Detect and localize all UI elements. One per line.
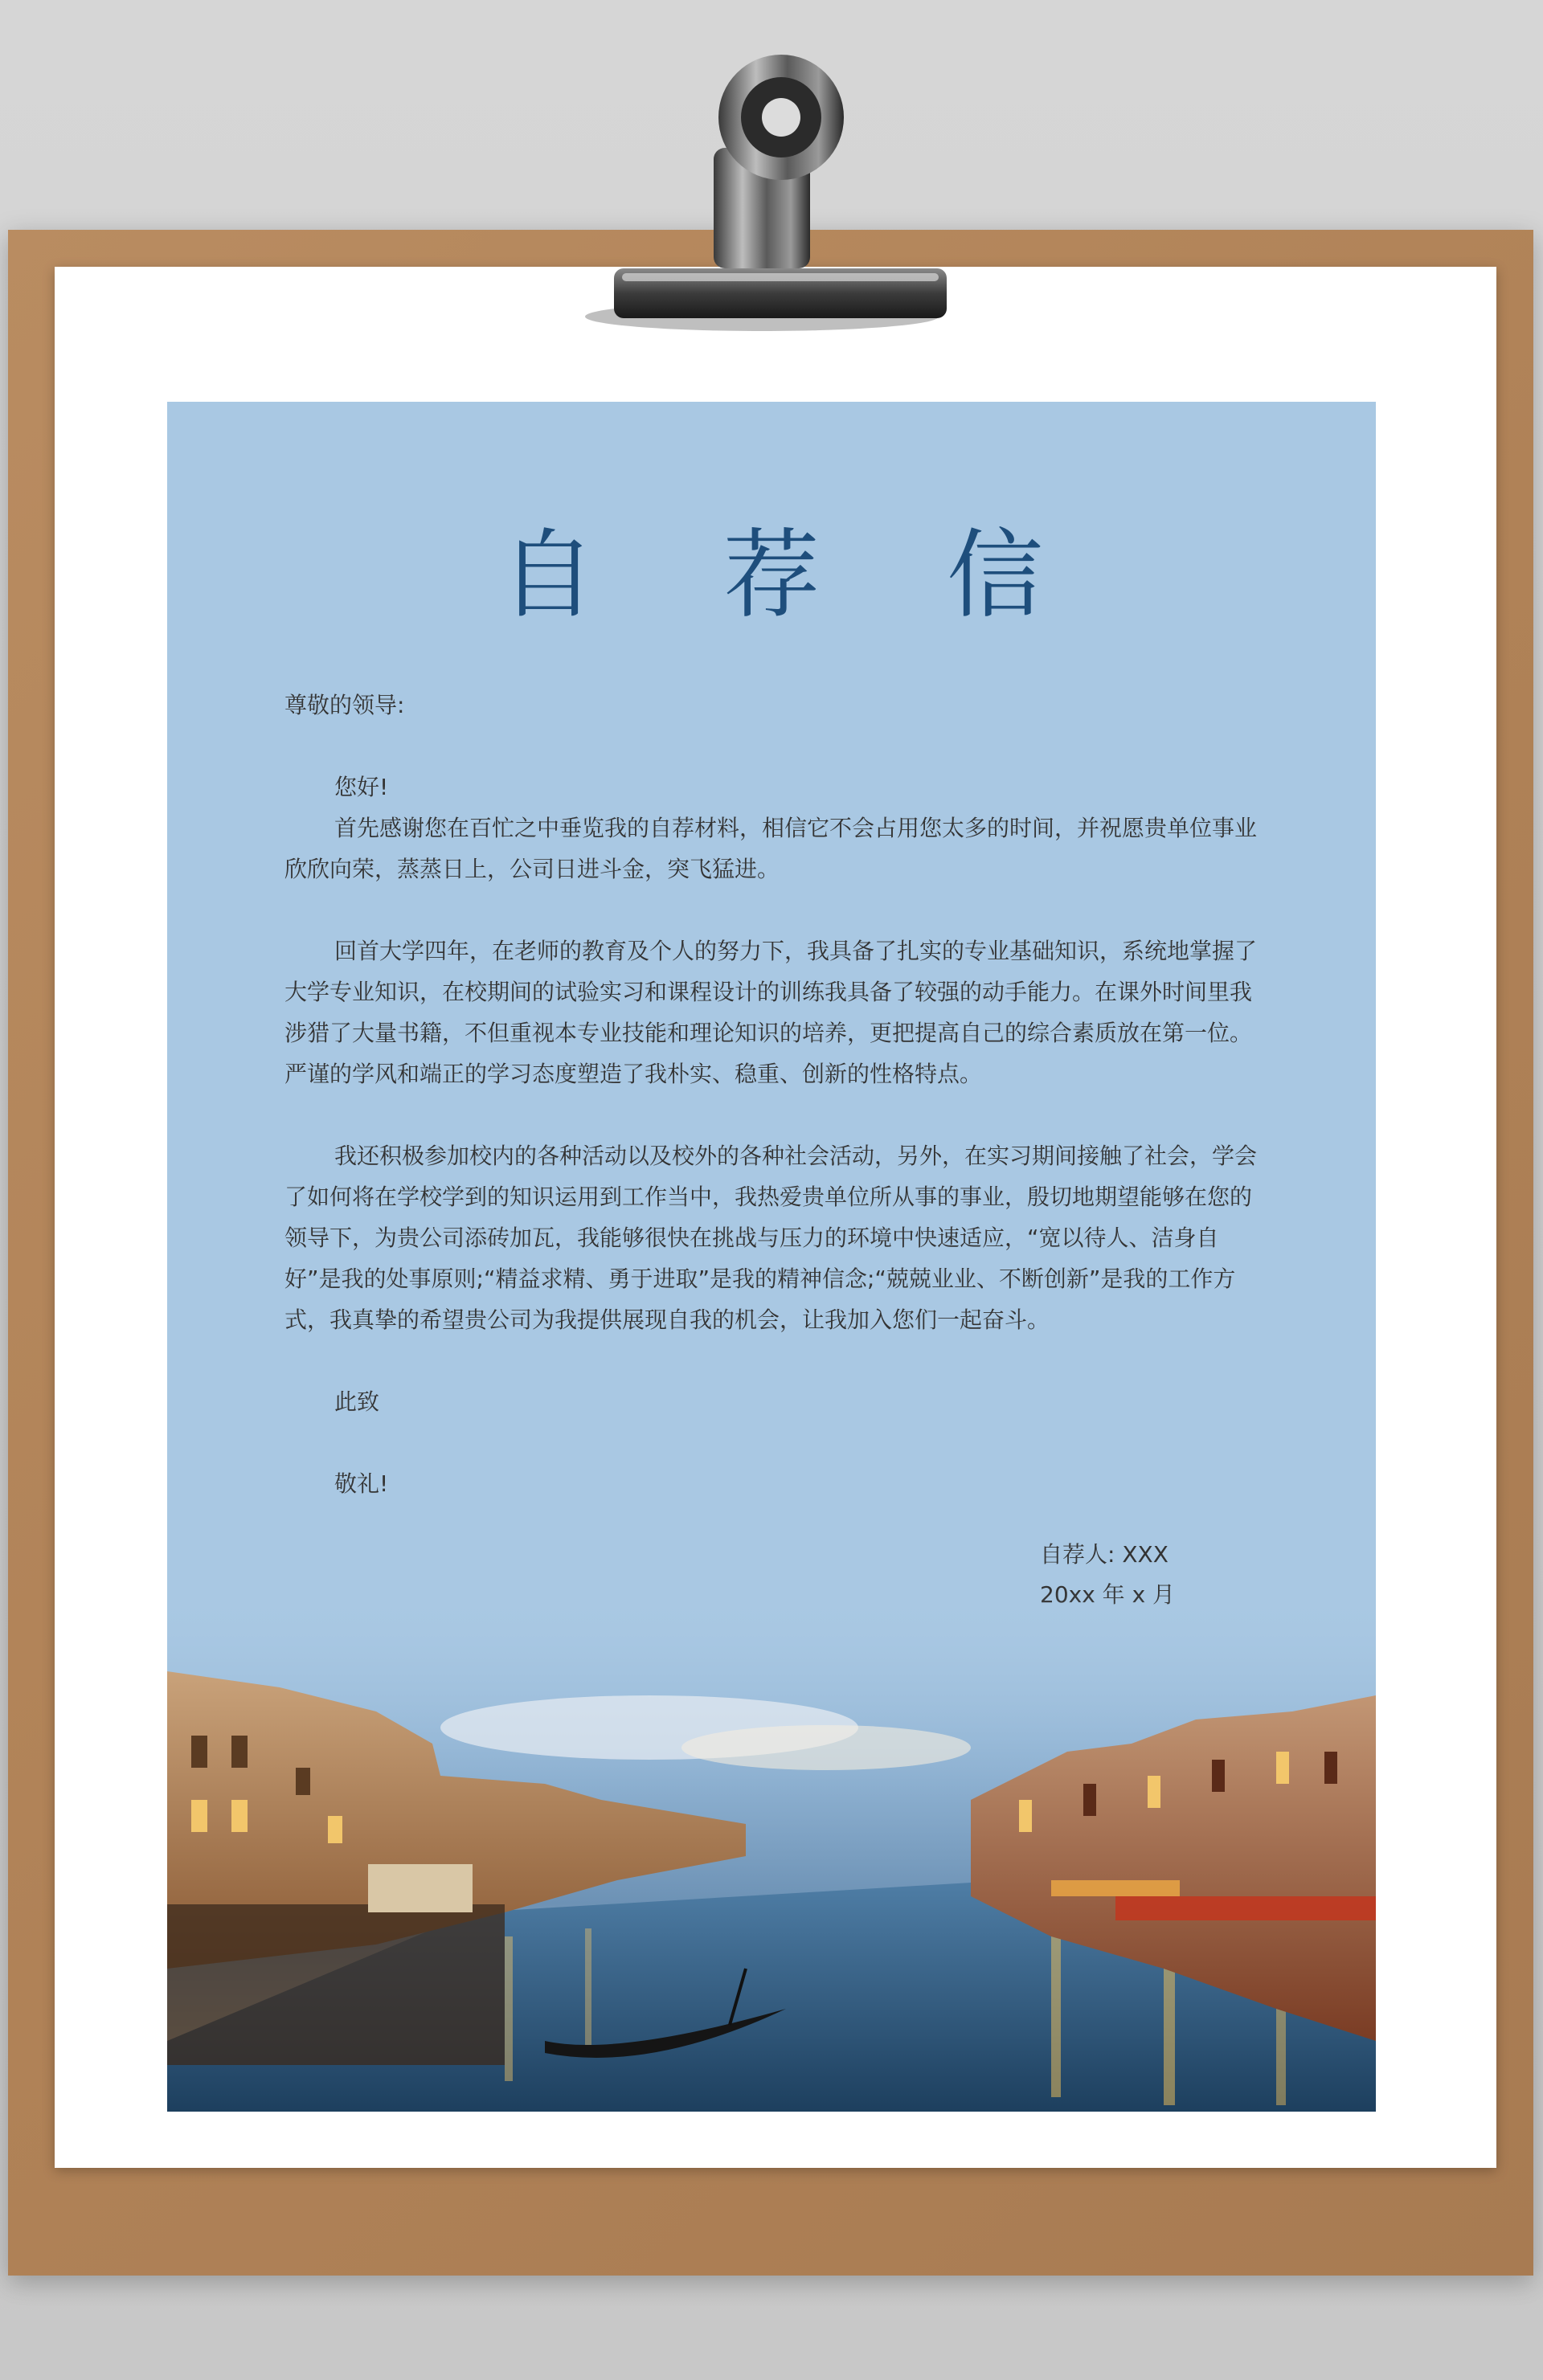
closing-line-1: 此致 <box>334 1388 380 1415</box>
binder-clip-icon <box>577 51 947 357</box>
venice-canal-scene <box>167 1591 1376 2112</box>
paragraph-2: 回首大学四年，在老师的教育及个人的努力下，我具备了扎实的专业基础知识，系统地掌握了大学专业知识，在校期间的试验实习和课程设计的训练我具备了较强的动手能力。在课外时间里我涉猎了大量书籍，不但重视本专业技能和理论知识的培养，更把提高自己的综合素质放在第一位。严谨的学风和端正的学习态度塑造了我朴实、稳重、创新的性格特点。 <box>284 938 1258 1087</box>
greeting: 您好! <box>334 774 389 800</box>
paragraph-3: 我还积极参加校内的各种活动以及校外的各种社会活动，另外，在实习期间接触了社会，学会了如何将在学校学到的知识运用到工作当中，我热爱贵单位所从事的事业，殷切地期望能够在您的领导下，为贵公司添砖加瓦，我能够很快在挑战与压力的环境中快速适应，“宽以待人、洁身自好”是我的处事原则;“精益求精、勇于进取”是我的精神信念;“兢兢业业、不断创新”是我的工作方式，我真挚的希望贵公司为我提供展现自我的机会，让我加入您们一起奋斗。 <box>284 1143 1258 1333</box>
salutation: 尊敬的领导: <box>284 692 405 718</box>
letter-body <box>284 685 1259 1504</box>
letter-panel <box>167 402 1376 2112</box>
letter-title: 自 荐 信 <box>499 520 1092 632</box>
closing-line-2: 敬礼! <box>334 1470 389 1497</box>
paragraph-1: 首先感谢您在百忙之中垂览我的自荐材料，相信它不会占用您太多的时间，并祝愿贵单位事业欣欣向荣，蒸蒸日上，公司日进斗金，突飞猛进。 <box>284 815 1258 882</box>
signer-name: 自荐人: XXX <box>1040 1541 1169 1568</box>
